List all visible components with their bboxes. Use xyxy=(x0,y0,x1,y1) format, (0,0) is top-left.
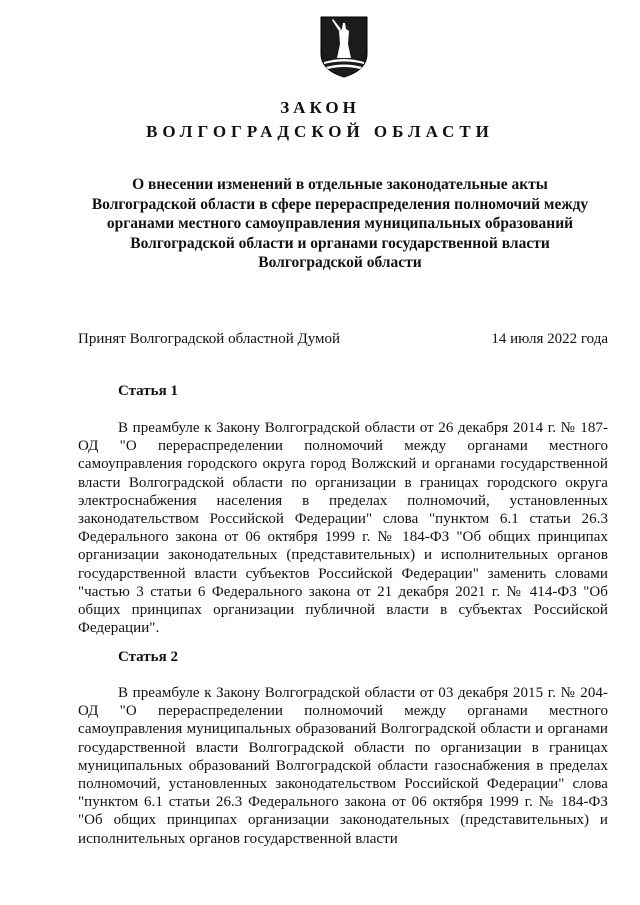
article-1-heading: Статья 1 xyxy=(118,383,178,399)
adopted-by: Принят Волгоградской областной Думой xyxy=(78,331,341,347)
article-2-heading: Статья 2 xyxy=(118,649,178,665)
document-region: ВОЛГОГРАДСКОЙ ОБЛАСТИ xyxy=(146,122,494,141)
document-type: ЗАКОН xyxy=(280,98,360,117)
adoption-date: 14 июля 2022 года xyxy=(491,331,608,347)
article-1-text: В преамбуле к Закону Волгоградской области от 26 декабря 2014 г. № 187-ОД "О перераспределении полномочий между органами местного самоуправления городского округа город Волжский и органами государственной власти Волгоградской области по организации в границах городского округа электроснабжения населения в пределах полномочий, установленных законодательством Российской Федерации" слова "пунктом 6.1 статьи 26.3 Федерального закона от 06 октября 1999 г. № 184-ФЗ "Об общих принципах организации законодательных (представительных) и исполнительных органов государственной власти субъектов Российской Федерации" заменить словами "частью 3 статьи 6 Федерального закона от 21 декабря 2021 г. № 414-ФЗ "Об общих принципах организации публичной власти в субъектах Российской Федерации". xyxy=(78,420,608,637)
article-2-text: В преамбуле к Закону Волгоградской области от 03 декабря 2015 г. № 204-ОД "О перераспределении полномочий между органами местного самоуправления муниципальных образований Волгоградской области и органами государственной власти Волгоградской области по организации в границах муниципальных образований Волгоградской области газоснабжения в пределах полномочий, установленных законодательством Российской Федерации" слова "пунктом 6.1 статьи 26.3 Федерального закона от 06 октября 1999 г. № 184-ФЗ "Об общих принципах организации законодательных (представительных) и исполнительных органов государственной власти xyxy=(78,685,608,847)
document-title: О внесении изменений в отдельные законодательные акты Волгоградской области в сфере перераспределения полномочий между органами местного самоуправления муниципальных образований Волгоградской области и органами государственной власти Волгоградской области xyxy=(91,176,589,271)
coat-of-arms-icon xyxy=(318,14,370,80)
